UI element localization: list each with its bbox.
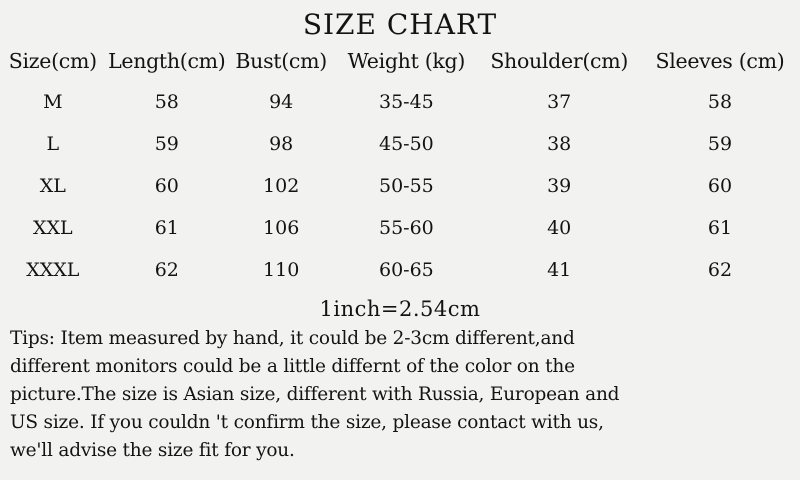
table-row [0,165,800,207]
cell-weight: 35-45 [378,91,434,113]
column-header-length: Length(cm) [108,49,226,73]
cell-size: XL [39,175,66,197]
cell-shoulder: 39 [547,175,572,197]
cell-sleeves: 60 [707,175,733,197]
table-row [0,81,800,123]
cell-sleeves: 62 [707,259,733,281]
column-header-weight: Weight (kg) [347,49,466,73]
tips-line-2: different monitors could be a little differnt of the color on the [10,356,575,378]
column-header-shoulder: Shoulder(cm) [490,49,629,73]
cell-bust: 110 [263,259,300,281]
cell-bust: 94 [269,91,294,113]
cell-size: XXL [32,217,73,239]
table-row [0,123,800,165]
cell-length: 59 [154,133,179,155]
column-header-size: Size(cm) [8,49,97,73]
cell-length: 62 [154,259,179,281]
cell-sleeves: 59 [707,133,733,155]
tips-paragraph [0,325,800,466]
table-row [0,249,800,291]
cell-weight: 50-55 [378,175,434,197]
table-header-row [0,43,800,81]
cell-shoulder: 37 [547,91,572,113]
cell-shoulder: 38 [547,133,572,155]
table-header [0,43,800,81]
cell-weight: 60-65 [378,259,434,281]
size-chart-sheet [0,8,800,480]
cell-bust: 106 [263,217,300,239]
cell-weight: 55-60 [378,217,434,239]
page-title: SIZE CHART [302,8,498,41]
cell-size: L [46,133,60,155]
cell-length: 60 [154,175,179,197]
cell-sleeves: 58 [707,91,733,113]
cell-size: XXXL [26,259,80,281]
unit-conversion-note: 1inch=2.54cm [319,297,481,321]
column-header-bust: Bust(cm) [235,49,327,73]
cell-shoulder: 41 [547,259,572,281]
cell-length: 58 [154,91,179,113]
cell-shoulder: 40 [547,217,572,239]
size-chart-table [0,43,800,291]
cell-length: 61 [154,217,179,239]
tips-line-1: Tips: Item measured by hand, it could be 2-3cm different,and [10,328,575,349]
tips-line-3: picture.The size is Asian size, different with Russia, European and [10,384,620,406]
cell-size: M [43,91,63,113]
tips-line-5: we'll advise the size fit for you. [10,440,295,462]
tips-line-4: US size. If you couldn 't confirm the size, please contact with us, [10,412,604,434]
cell-bust: 102 [263,175,300,197]
cell-weight: 45-50 [378,133,434,155]
table-body [0,81,800,291]
table-row [0,207,800,249]
column-header-sleeves: Sleeves (cm) [655,49,785,73]
cell-bust: 98 [269,133,294,155]
cell-sleeves: 61 [707,217,733,239]
